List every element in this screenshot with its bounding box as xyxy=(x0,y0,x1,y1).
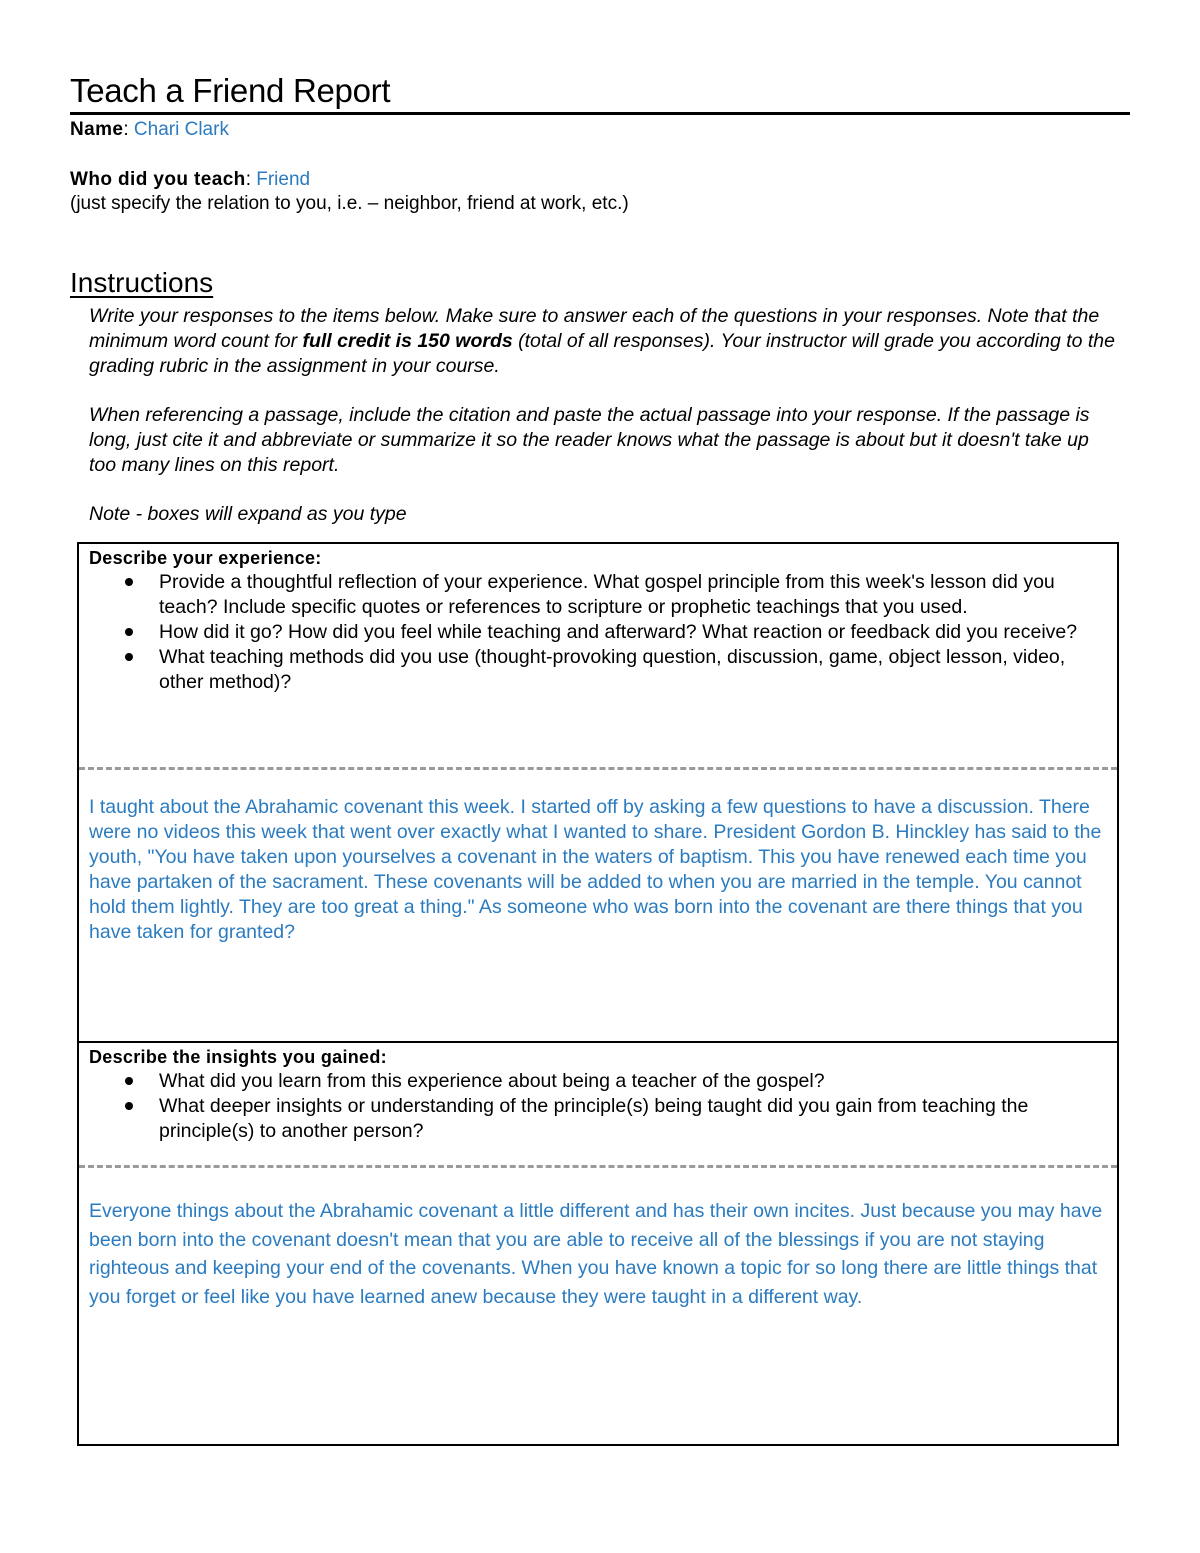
name-field: Name: Chari Clark xyxy=(70,119,229,140)
instructions-note: Note - boxes will expand as you type xyxy=(89,503,407,525)
who-label: Who did you teach xyxy=(70,169,246,190)
experience-response[interactable]: I taught about the Abrahamic covenant this week. I started off by asking a few questions to have a discussion. There were no videos this week that went over exactly what I wanted to share. President Gordon B. Hinckley has said to the youth, "You have taken upon yourselves a covenant in the waters of baptism. This you have renewed each time you have partaken of the sacrament. These covenants will be added to when you are married in the temple. You cannot hold them lightly. They are too great a thing." As someone who was born into the covenant are there things that you have taken for granted? xyxy=(89,796,1102,943)
experience-heading: Describe your experience: xyxy=(89,548,322,568)
experience-prompt xyxy=(89,544,1109,695)
insights-box xyxy=(77,1041,1119,1446)
report-title: Teach a Friend Report xyxy=(70,72,1130,115)
experience-box xyxy=(77,542,1119,1043)
section-divider xyxy=(79,767,1117,770)
insights-bullet-list xyxy=(89,1069,1109,1144)
section-divider xyxy=(79,1165,1117,1168)
instructions-paragraph-1 xyxy=(89,304,1119,379)
instructions-text-b: (total of all responses). Your instructor will grade you according to the grading rubric in the assignment in your course. xyxy=(89,330,1116,377)
instructions-text-a: Write your responses to the items below. Make sure to answer each of the questions in your responses. Note that the minimum word count for xyxy=(89,305,1100,352)
insights-heading: Describe the insights you gained: xyxy=(89,1047,387,1067)
instructions-text-bold: full credit is 150 words xyxy=(302,330,513,352)
name-label: Name xyxy=(70,119,124,140)
bullet-icon xyxy=(125,578,133,586)
list-item: How did it go? How did you feel while teaching and afterward? What reaction or feedback did you receive? xyxy=(89,620,1109,645)
instructions-paragraph-2: When referencing a passage, include the citation and paste the actual passage into your response. If the passage is long, just cite it and abbreviate or summarize it so the reader knows what the passage is about but it doesn't take up too many lines on this report. xyxy=(89,404,1090,476)
bullet-icon xyxy=(125,628,133,636)
list-item: What deeper insights or understanding of the principle(s) being taught did you gain from teaching the principle(s) to another person? xyxy=(89,1094,1109,1144)
list-item: What did you learn from this experience about being a teacher of the gospel? xyxy=(89,1069,1109,1094)
bullet-icon xyxy=(125,1077,133,1085)
who-field: Who did you teach: Friend xyxy=(70,169,311,190)
name-value[interactable]: Chari Clark xyxy=(133,119,229,140)
insights-response[interactable]: Everyone things about the Abrahamic covenant a little different and has their own incites. Just because you may have been born into the covenant doesn't mean that you are able to receive all of the blessings if you are not staying righteous and keeping your end of the covenants. When you have known a topic for so long there are little things that you forget or feel like you have learned anew because they were taught in a different way. xyxy=(89,1200,1103,1308)
bullet-icon xyxy=(125,1102,133,1110)
bullet-icon xyxy=(125,653,133,661)
who-hint: (just specify the relation to you, i.e. – neighbor, friend at work, etc.) xyxy=(70,193,629,214)
instructions-heading: Instructions xyxy=(70,267,214,298)
experience-bullet-list xyxy=(89,570,1109,695)
who-value[interactable]: Friend xyxy=(256,169,311,190)
list-item: What teaching methods did you use (thought-provoking question, discussion, game, object lesson, video, other method)? xyxy=(89,645,1109,695)
list-item: Provide a thoughtful reflection of your experience. What gospel principle from this week's lesson did you teach? Include specific quotes or references to scripture or prophetic teachings that you used. xyxy=(89,570,1109,620)
insights-prompt xyxy=(89,1043,1109,1144)
